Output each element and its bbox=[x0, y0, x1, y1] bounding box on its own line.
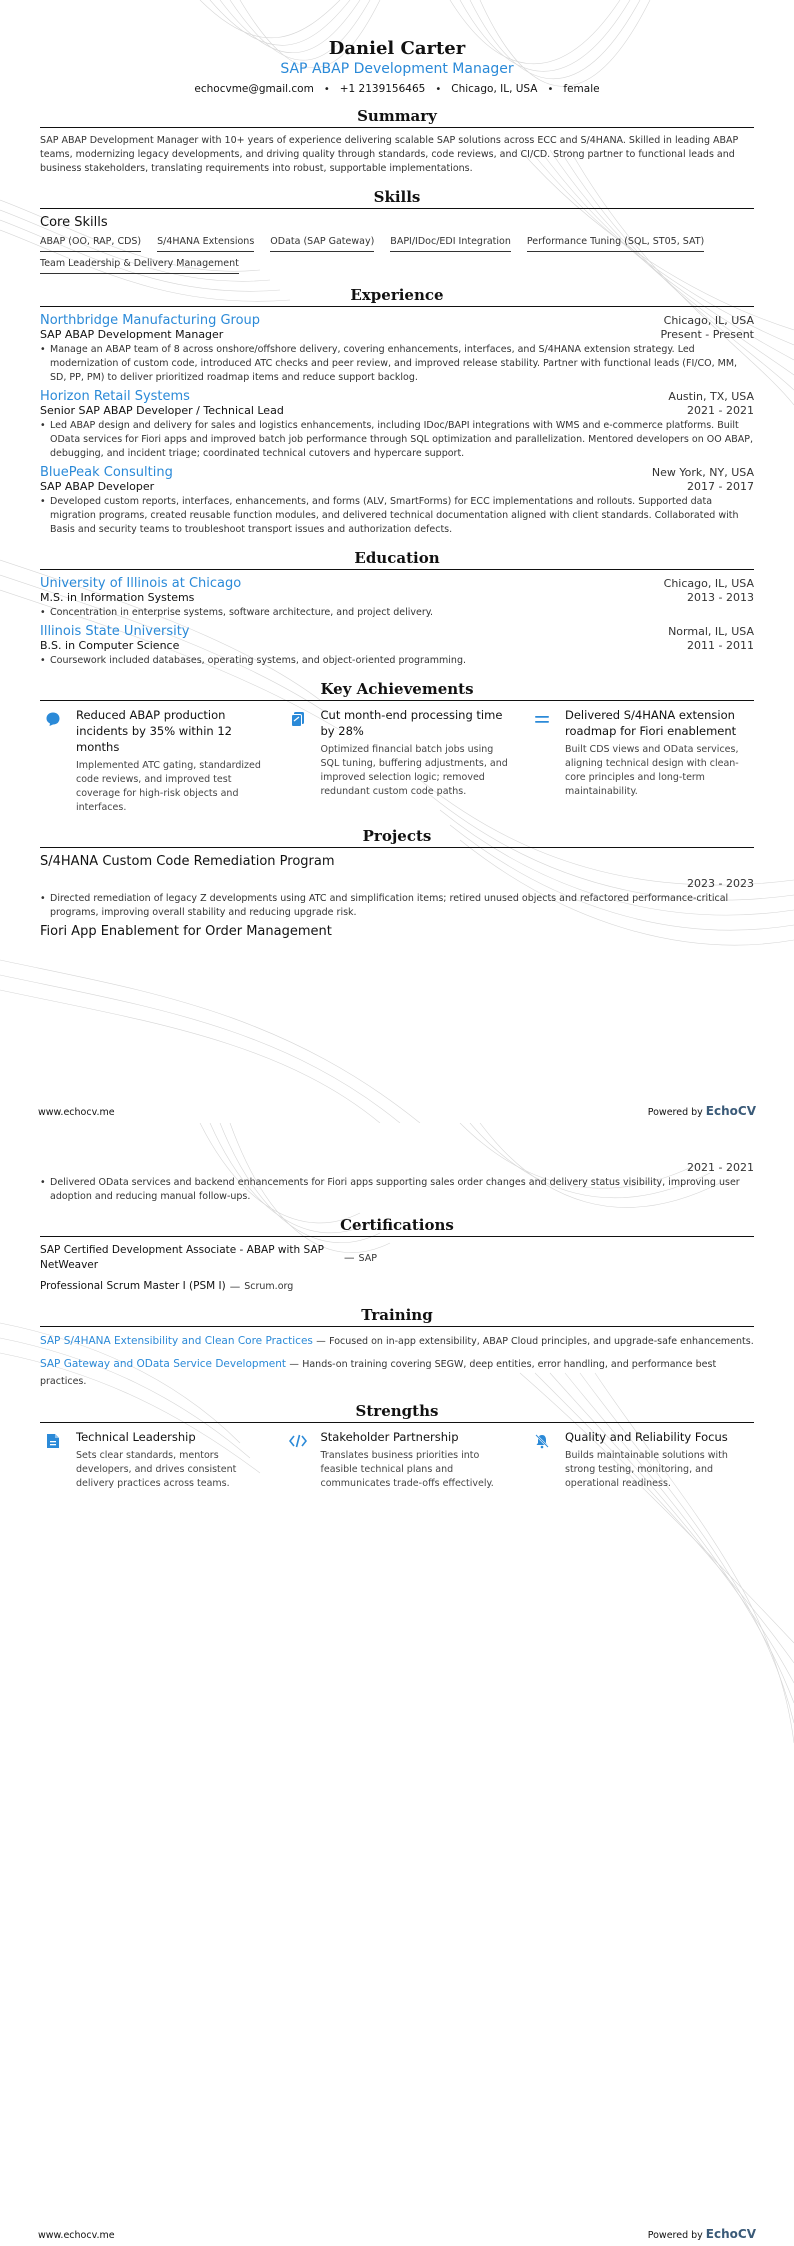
certification-separator: — bbox=[229, 1280, 241, 1293]
degree-dates: 2013 - 2013 bbox=[687, 591, 754, 604]
strength-card bbox=[285, 1429, 510, 1491]
achievement-title: Reduced ABAP production incidents by 35% within 12 months bbox=[76, 708, 232, 754]
experience-entry bbox=[40, 389, 754, 461]
employer-location: Chicago, IL, USA bbox=[663, 314, 754, 327]
skill-item: Performance Tuning (SQL, ST05, SAT) bbox=[527, 236, 704, 252]
education-heading: Education bbox=[40, 549, 754, 570]
core-skills-subheading: Core Skills bbox=[40, 215, 108, 230]
project-title: S/4HANA Custom Code Remediation Program bbox=[40, 854, 335, 869]
separator-dot: • bbox=[435, 83, 442, 95]
skill-item: Team Leadership & Delivery Management bbox=[40, 258, 239, 274]
school-name: Illinois State University bbox=[40, 624, 190, 639]
skills-heading: Skills bbox=[40, 188, 754, 209]
certification-issuer: SAP bbox=[358, 1252, 377, 1264]
brand-logo: EchoCV bbox=[705, 2227, 756, 2241]
training-heading: Training bbox=[40, 1306, 754, 1327]
strength-card bbox=[529, 1429, 754, 1491]
education-bullet: • Coursework included databases, operating systems, and object-oriented programming. bbox=[40, 654, 754, 668]
strength-title: Stakeholder Partnership bbox=[320, 1430, 459, 1444]
certifications-heading: Certifications bbox=[40, 1216, 754, 1237]
employer-location: New York, NY, USA bbox=[651, 466, 754, 479]
achievements-grid bbox=[40, 707, 754, 815]
powered-by-label: Powered by bbox=[647, 2230, 703, 2241]
achievement-description: Built CDS views and OData services, aligning technical design with clean-core principles and long-term maintainability. bbox=[565, 744, 739, 797]
certification-name: SAP Certified Development Associate - ABAP with SAP NetWeaver bbox=[40, 1244, 324, 1271]
training-item bbox=[40, 1333, 754, 1350]
contact-gender: female bbox=[563, 83, 600, 95]
job-title: SAP ABAP Development Manager bbox=[40, 328, 224, 341]
achievement-card bbox=[40, 707, 265, 815]
achievement-title: Cut month-end processing time by 28% bbox=[320, 708, 503, 738]
education-entry bbox=[40, 576, 754, 620]
list-lines-icon bbox=[529, 707, 555, 815]
job-title: Senior SAP ABAP Developer / Technical Lead bbox=[40, 404, 284, 417]
skill-item: ABAP (OO, RAP, CDS) bbox=[40, 236, 141, 252]
training-description: Focused on in-app extensibility, ABAP Cloud principles, and upgrade-safe enhancements. bbox=[329, 1336, 754, 1347]
projects-heading: Projects bbox=[40, 827, 754, 848]
page-footer bbox=[38, 2227, 756, 2241]
resume-content-page-2 bbox=[40, 1161, 754, 1491]
achievement-card bbox=[529, 707, 754, 815]
education-entry bbox=[40, 624, 754, 668]
achievement-card bbox=[285, 707, 510, 815]
strength-description: Sets clear standards, mentors developers, and drives consistent delivery practices across teams. bbox=[76, 1450, 237, 1489]
skill-item: BAPI/IDoc/EDI Integration bbox=[390, 236, 511, 252]
training-item bbox=[40, 1356, 754, 1390]
certification-issuer: Scrum.org bbox=[244, 1281, 294, 1292]
experience-entry bbox=[40, 313, 754, 385]
achievement-description: Implemented ATC gating, standardized code reviews, and improved test coverage for high-risk objects and interfaces. bbox=[76, 760, 261, 813]
job-dates: 2017 - 2017 bbox=[687, 480, 754, 493]
certification-item bbox=[40, 1279, 754, 1294]
training-separator: — bbox=[289, 1359, 299, 1370]
powered-by-label: Powered by bbox=[647, 1107, 703, 1118]
bell-off-icon bbox=[529, 1429, 555, 1491]
project-dates: 2021 - 2021 bbox=[687, 1161, 754, 1174]
candidate-headline: SAP ABAP Development Manager bbox=[280, 61, 514, 77]
skills-list bbox=[40, 236, 754, 274]
separator-dot: • bbox=[323, 83, 330, 95]
school-location: Normal, IL, USA bbox=[668, 625, 754, 638]
strengths-grid bbox=[40, 1429, 754, 1491]
strength-title: Quality and Reliability Focus bbox=[565, 1430, 728, 1444]
achievement-title: Delivered S/4HANA extension roadmap for Fiori enablement bbox=[565, 708, 737, 738]
employer-name: Northbridge Manufacturing Group bbox=[40, 313, 261, 328]
employer-name: Horizon Retail Systems bbox=[40, 389, 190, 404]
certification-separator: — bbox=[344, 1252, 355, 1264]
job-bullet: • Manage an ABAP team of 8 across onshore/offshore delivery, covering enhancements, interfaces, and S/4HANA extension strategy. Led modernization of custom code, introduced ATC checks and peer review, and improved release stability. Partner with functional leads (FI/CO, MM, SD, PP, PM) to deliver prioritized roadmap items and reduce support backlog. bbox=[40, 343, 754, 385]
job-title: SAP ABAP Developer bbox=[40, 480, 155, 493]
training-separator: — bbox=[316, 1336, 326, 1347]
experience-entry bbox=[40, 465, 754, 537]
footer-site-link[interactable]: www.echocv.me bbox=[38, 2230, 115, 2241]
degree-name: M.S. in Information Systems bbox=[40, 591, 195, 604]
school-name: University of Illinois at Chicago bbox=[40, 576, 242, 591]
experience-heading: Experience bbox=[40, 286, 754, 307]
separator-dot: • bbox=[547, 83, 554, 95]
achievements-heading: Key Achievements bbox=[40, 680, 754, 701]
contact-email[interactable]: echocvme@gmail.com bbox=[194, 83, 314, 95]
summary-heading: Summary bbox=[40, 107, 754, 128]
school-location: Chicago, IL, USA bbox=[663, 577, 754, 590]
page-footer bbox=[38, 1104, 756, 1118]
job-dates: Present - Present bbox=[660, 328, 754, 341]
brand-logo: EchoCV bbox=[705, 1104, 756, 1118]
strength-description: Builds maintainable solutions with strong testing, monitoring, and operational readiness. bbox=[565, 1450, 728, 1489]
project-bullet: • Delivered OData services and backend enhancements for Fiori apps supporting sales order changes and delivery status visibility, improving user adoption and reducing manual follow-ups. bbox=[40, 1176, 754, 1204]
job-bullet: • Developed custom reports, interfaces, enhancements, and forms (ALV, SmartForms) for ECC implementations and rollouts. Supported data migration programs, created reusable function modules, and delivered technical documentation aligned with client standards. Collaborated with Basis and security teams to troubleshoot transport issues and authorization defects. bbox=[40, 495, 754, 537]
project-bullet: • Directed remediation of legacy Z developments using ATC and simplification items; retired unused objects and refactored performance-critical programs, improving overall stability and reducing upgrade risk. bbox=[40, 892, 754, 920]
code-icon bbox=[285, 1429, 311, 1491]
employer-location: Austin, TX, USA bbox=[668, 390, 754, 403]
skill-item: S/4HANA Extensions bbox=[157, 236, 254, 252]
training-name: SAP Gateway and OData Service Development bbox=[40, 1358, 287, 1370]
job-dates: 2021 - 2021 bbox=[687, 404, 754, 417]
project-entry bbox=[40, 854, 754, 920]
footer-site-link[interactable]: www.echocv.me bbox=[38, 1107, 115, 1118]
job-bullet: • Led ABAP design and delivery for sales and logistics enhancements, including IDoc/BAPI integrations with WMS and e-commerce platforms. Built OData services for Fiori apps and improved batch job performance through SQL optimization and parallelization. Mentored developers on OO ABAP, debugging, and incident triage; coordinated technical cutovers and hypercare support. bbox=[40, 419, 754, 461]
certification-item bbox=[40, 1243, 754, 1273]
contact-row bbox=[40, 83, 754, 95]
strength-description: Translates business priorities into feasible technical plans and communicates trade-offs effectively. bbox=[320, 1450, 494, 1489]
education-bullet: • Concentration in enterprise systems, software architecture, and project delivery. bbox=[40, 606, 754, 620]
strength-card bbox=[40, 1429, 265, 1491]
certification-name: Professional Scrum Master I (PSM I) bbox=[40, 1280, 226, 1292]
resume-content-page-1 bbox=[40, 38, 754, 939]
summary-text: SAP ABAP Development Manager with 10+ years of experience delivering scalable SAP solutions across ECC and S/4HANA. Skilled in leading ABAP teams, modernizing legacy developments, and driving quality through standards, code reviews, and CI/CD. Strong partner to functional leads and business stakeholders, translating requirements into robust, supportable implementations. bbox=[40, 135, 739, 174]
project-title: Fiori App Enablement for Order Management bbox=[40, 924, 332, 939]
candidate-name: Daniel Carter bbox=[328, 38, 466, 59]
degree-name: B.S. in Computer Science bbox=[40, 639, 180, 652]
project-entry-continued bbox=[40, 1161, 754, 1204]
contact-location: Chicago, IL, USA bbox=[451, 83, 538, 95]
degree-dates: 2011 - 2011 bbox=[687, 639, 754, 652]
skill-item: OData (SAP Gateway) bbox=[270, 236, 374, 252]
employer-name: BluePeak Consulting bbox=[40, 465, 173, 480]
contact-phone[interactable]: +1 2139156465 bbox=[339, 83, 426, 95]
copy-document-icon bbox=[285, 707, 311, 815]
training-description: Hands-on training covering SEGW, deep entities, error handling, and performance best practices. bbox=[40, 1359, 717, 1387]
resume-page-2 bbox=[0, 1123, 794, 2246]
footer-powered-by bbox=[648, 2227, 756, 2241]
document-icon bbox=[40, 1429, 66, 1491]
training-name: SAP S/4HANA Extensibility and Clean Core Practices bbox=[40, 1335, 313, 1347]
achievement-description: Optimized financial batch jobs using SQL tuning, buffering adjustments, and improved selection logic; removed redundant custom code paths. bbox=[320, 744, 508, 797]
footer-powered-by bbox=[648, 1104, 756, 1118]
chat-bubble-icon bbox=[40, 707, 66, 815]
project-dates: 2023 - 2023 bbox=[687, 877, 754, 890]
strength-title: Technical Leadership bbox=[76, 1430, 196, 1444]
strengths-heading: Strengths bbox=[40, 1402, 754, 1423]
